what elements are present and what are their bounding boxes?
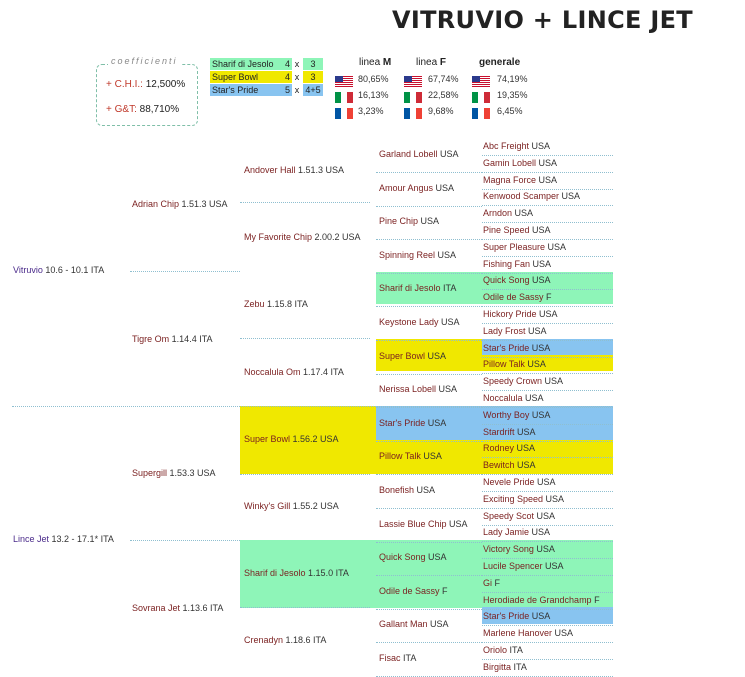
usa-flag-icon: [472, 74, 490, 85]
horse-record: ITA: [507, 645, 523, 655]
connector-line: [482, 289, 613, 290]
connector-line: [482, 659, 613, 660]
origin-percentage-g: 74,19%: [497, 74, 528, 84]
connector-line: [482, 407, 613, 408]
horse-record: 1.14.4 ITA: [169, 333, 213, 344]
pedigree-horse: [483, 460, 536, 470]
pedigree-horse: [132, 468, 216, 478]
pedigree-horse: [483, 259, 551, 269]
origin-percentage-m: 80,65%: [358, 74, 389, 84]
chi-value: 12,500%: [145, 79, 186, 90]
connector-line: [482, 306, 613, 307]
horse-name: Supergill: [132, 468, 168, 478]
inbreeding-sire-generation: 4: [284, 72, 290, 82]
horse-name: Pine Chip: [379, 216, 419, 227]
horse-record: USA: [529, 275, 551, 286]
horse-record: USA: [533, 544, 555, 555]
horse-name: Andover Hall: [244, 165, 296, 175]
pedigree-horse: [379, 149, 459, 159]
horse-record: USA: [514, 443, 536, 454]
horse-record: ITA: [440, 283, 457, 294]
origin-percentage-f: 9,68%: [428, 106, 454, 116]
horse-record: 1.53.3 USA: [167, 468, 216, 478]
pedigree-horse: [483, 343, 550, 353]
pedigree-horse: [379, 317, 460, 327]
connector-line: [482, 625, 613, 626]
horse-name: Zebu: [244, 299, 265, 310]
usa-flag-icon: [404, 74, 422, 85]
connector-line: [376, 575, 482, 576]
france-flag-icon: [472, 106, 490, 117]
horse-record: USA: [418, 216, 440, 227]
inbreeding-dam-generation: 3: [303, 58, 323, 70]
horse-record: USA: [425, 552, 447, 563]
horse-record: 1.51.3 USA: [179, 199, 228, 209]
connector-line: [240, 607, 370, 608]
pedigree-horse: [379, 216, 439, 226]
pedigree-horse: [483, 191, 580, 201]
horse-name: Lucile Spencer: [483, 561, 543, 571]
horse-record: USA: [545, 241, 567, 252]
connector-line: [482, 390, 613, 391]
italy-flag-icon: [472, 90, 490, 101]
horse-record: 1.15.8 ITA: [264, 299, 308, 310]
connector-line: [376, 407, 482, 408]
horse-name: Exciting Speed: [483, 493, 544, 504]
horse-record: USA: [446, 518, 468, 529]
horse-name: Star's Pride: [483, 342, 530, 353]
horse-name: Arndon: [483, 208, 513, 219]
horse-record: F: [439, 585, 448, 596]
horse-record: USA: [435, 249, 457, 260]
connector-line: [376, 441, 482, 442]
usa-flag-icon: [335, 74, 353, 85]
chi-label: + C.H.I.:: [106, 79, 143, 90]
horse-record: USA: [530, 258, 552, 269]
horse-name: Nevele Pride: [483, 477, 535, 487]
horse-record: USA: [536, 157, 558, 168]
connector-line: [482, 222, 613, 223]
column-header-linea-m: linea M: [359, 57, 392, 68]
horse-name: Lady Jamie: [483, 527, 530, 538]
horse-name: My Favorite Chip: [244, 232, 313, 243]
connector-line: [482, 340, 613, 341]
origin-percentage-m: 3,23%: [358, 106, 384, 116]
horse-record: USA: [536, 174, 558, 185]
horse-record: USA: [514, 460, 536, 471]
horse-name: Super Pleasure: [483, 241, 546, 252]
horse-name: Oriolo: [483, 645, 508, 655]
connector-line: [376, 239, 482, 240]
horse-record: ITA: [400, 653, 417, 663]
horse-record: USA: [529, 527, 551, 538]
pedigree-horse: [483, 175, 557, 185]
horse-record: 2.00.2 USA: [312, 232, 361, 243]
italy-flag-icon: [335, 90, 353, 101]
pedigree-horse: [483, 326, 547, 336]
connector-line: [482, 575, 613, 576]
pedigree-horse: [483, 376, 563, 386]
horse-name: Winky's Gill: [244, 501, 291, 511]
horse-name: Herodiade de Grandchamp: [483, 594, 592, 605]
horse-record: F: [492, 577, 500, 588]
pedigree-horse: [379, 418, 446, 428]
pedigree-horse: [132, 199, 228, 209]
horse-name: Birgitta: [483, 661, 512, 672]
horse-record: USA: [542, 561, 564, 571]
column-header-generale: generale: [479, 57, 521, 68]
chi-row: [106, 79, 185, 90]
horse-record: 10.6 - 10.1 ITA: [42, 265, 105, 275]
pedigree-horse: [483, 561, 564, 571]
connector-line: [376, 474, 482, 475]
pedigree-horse: [379, 451, 442, 461]
horse-name: Sovrana Jet: [132, 602, 181, 613]
horse-record: USA: [534, 477, 556, 487]
pedigree-horse: [483, 292, 552, 302]
france-flag-icon: [404, 106, 422, 117]
horse-name: Speedy Crown: [483, 376, 543, 387]
pedigree-horse: [13, 534, 114, 544]
horse-name: Lassie Blue Chip: [379, 518, 447, 529]
pedigree-horse: [483, 309, 558, 319]
pedigree-horse: [244, 501, 339, 511]
horse-record: USA: [437, 149, 459, 159]
pedigree-horse: [483, 359, 546, 369]
origin-percentage-m: 16,13%: [358, 90, 389, 100]
horse-record: USA: [514, 426, 536, 437]
horse-name: Worthy Boy: [483, 409, 530, 420]
connector-line: [130, 271, 240, 272]
horse-record: 1.51.3 USA: [295, 165, 345, 175]
pedigree-horse: [483, 225, 551, 235]
horse-record: 1.17.4 ITA: [300, 366, 344, 377]
horse-name: Super Bowl: [244, 433, 291, 444]
horse-name: Noccalula Om: [244, 366, 301, 377]
horse-record: F: [543, 292, 552, 303]
horse-name: Amour Angus: [379, 182, 434, 193]
horse-name: Bewitch: [483, 460, 515, 471]
france-flag-icon: [335, 106, 353, 117]
connector-line: [482, 525, 613, 526]
horse-name: Adrian Chip: [132, 199, 180, 209]
horse-name: Rodney: [483, 443, 515, 454]
horse-name: Quick Song: [483, 275, 530, 286]
horse-record: 1.56.2 USA: [290, 433, 339, 444]
inbreeding-dam-generation: 3: [303, 71, 323, 83]
horse-name: Odile de Sassy: [379, 585, 440, 596]
connector-line: [376, 206, 482, 207]
inbreeding-separator: x: [294, 72, 300, 82]
pedigree-horse: [483, 494, 564, 504]
horse-record: USA: [536, 309, 558, 319]
connector-line: [376, 508, 482, 509]
pedigree-horse: [379, 619, 449, 629]
horse-record: 1.55.2 USA: [290, 501, 339, 511]
connector-line: [376, 374, 482, 375]
connector-line: [240, 474, 370, 475]
horse-name: Vitruvio: [13, 265, 43, 275]
horse-name: Star's Pride: [379, 417, 426, 428]
horse-name: Spinning Reel: [379, 249, 436, 260]
connector-line: [482, 256, 613, 257]
column-header-linea-f: linea F: [416, 57, 447, 68]
horse-record: USA: [524, 359, 546, 370]
horse-name: Odile de Sassy: [483, 292, 544, 303]
horse-name: Hickory Pride: [483, 309, 537, 319]
coefficients-box: [96, 64, 198, 126]
pedigree-horse: [483, 578, 500, 588]
horse-record: 13.2 - 17.1* ITA: [49, 534, 114, 544]
connector-line: [482, 592, 613, 593]
connector-line: [482, 189, 613, 190]
horse-name: Sharif di Jesolo: [244, 568, 306, 579]
pedigree-horse: [379, 384, 457, 394]
horse-record: USA: [529, 611, 551, 622]
inbreeding-separator: x: [294, 85, 300, 95]
connector-line: [482, 424, 613, 425]
horse-record: USA: [543, 493, 565, 504]
horse-name: Tigre Om: [132, 333, 170, 344]
pedigree-horse: [244, 165, 344, 175]
horse-record: USA: [542, 376, 564, 387]
horse-record: USA: [425, 417, 447, 428]
pedigree-horse: [132, 603, 223, 613]
pedigree-horse: [379, 653, 416, 663]
connector-line: [482, 441, 613, 442]
connector-line: [482, 558, 613, 559]
connector-line: [376, 306, 482, 307]
coefficients-label: coefficienti: [108, 56, 181, 66]
horse-name: Lady Frost: [483, 325, 526, 336]
inbreeding-horse-name: Sharif di Jesolo: [210, 58, 283, 70]
horse-record: USA: [436, 384, 458, 395]
connector-line: [376, 609, 482, 610]
inbreeding-dam-generation: 4+5: [303, 84, 323, 96]
pedigree-horse: [379, 351, 446, 361]
horse-record: USA: [529, 225, 551, 235]
pedigree-horse: [483, 611, 550, 621]
connector-line: [482, 273, 613, 274]
connector-line: [376, 542, 482, 543]
pedigree-horse: [244, 367, 344, 377]
pedigree-horse: [483, 595, 600, 605]
connector-line: [376, 340, 482, 341]
horse-name: Crenadyn: [244, 635, 284, 646]
connector-line: [482, 323, 613, 324]
horse-name: Speedy Scot: [483, 510, 535, 521]
pedigree-horse: [483, 645, 523, 655]
horse-record: 1.15.0 ITA: [305, 568, 349, 579]
connector-line: [482, 155, 613, 156]
connector-line: [482, 457, 613, 458]
connector-line: [482, 357, 613, 358]
connector-line: [482, 172, 613, 173]
origin-percentage-f: 67,74%: [428, 74, 459, 84]
horse-record: USA: [438, 317, 460, 327]
horse-record: 1.18.6 ITA: [283, 635, 327, 646]
pedigree-horse: [483, 511, 555, 521]
pedigree-horse: [483, 628, 573, 638]
pedigree-horse: [483, 410, 550, 420]
gt-value: 88,710%: [139, 104, 180, 115]
pedigree-horse: [244, 568, 349, 578]
inbreeding-sire-generation: 4: [284, 59, 290, 69]
horse-name: Super Bowl: [379, 350, 426, 361]
connector-line: [482, 609, 613, 610]
pedigree-horse: [379, 283, 456, 293]
horse-record: USA: [529, 141, 551, 151]
pedigree-horse: [483, 393, 544, 403]
pedigree-horse: [244, 299, 308, 309]
horse-name: Sharif di Jesolo: [379, 283, 441, 294]
origin-percentage-g: 19,35%: [497, 90, 528, 100]
horse-record: 1.13.6 ITA: [180, 602, 224, 613]
horse-record: ITA: [511, 661, 527, 672]
pedigree-horse: [244, 232, 361, 242]
horse-name: Pillow Talk: [379, 451, 421, 462]
pedigree-horse: [483, 275, 551, 285]
horse-record: USA: [525, 325, 547, 336]
horse-name: Garland Lobell: [379, 149, 438, 159]
horse-record: USA: [534, 510, 556, 521]
horse-name: Kenwood Scamper: [483, 191, 560, 202]
origin-percentage-g: 6,45%: [497, 106, 523, 116]
horse-record: USA: [529, 342, 551, 353]
horse-name: Star's Pride: [483, 611, 530, 622]
pedigree-horse: [132, 334, 213, 344]
horse-record: USA: [522, 393, 544, 403]
horse-name: Stardrift: [483, 426, 515, 437]
italy-flag-icon: [404, 90, 422, 101]
connector-line: [482, 239, 613, 240]
pedigree-horse: [483, 443, 535, 453]
pedigree-horse: [379, 485, 435, 495]
horse-name: Bonefish: [379, 485, 415, 495]
pedigree-horse: [379, 586, 448, 596]
pedigree-horse: [244, 635, 326, 645]
pedigree-horse: [483, 158, 557, 168]
horse-name: Fisac: [379, 653, 401, 663]
inbreeding-horse-name: Super Bowl: [210, 71, 283, 83]
horse-name: Abc Freight: [483, 141, 530, 151]
connector-line: [482, 491, 613, 492]
horse-name: Pine Speed: [483, 225, 530, 235]
connector-line: [376, 273, 482, 274]
inbreeding-sire-generation: 5: [284, 85, 290, 95]
connector-line: [482, 541, 613, 542]
pedigree-horse: [483, 477, 556, 487]
inbreeding-separator: x: [294, 59, 300, 69]
horse-name: Gamin Lobell: [483, 157, 537, 168]
horse-name: Lince Jet: [13, 534, 50, 544]
horse-name: Quick Song: [379, 552, 426, 563]
connector-line: [482, 474, 613, 475]
horse-name: Magna Force: [483, 174, 537, 185]
horse-name: Marlene Hanover: [483, 628, 553, 639]
horse-record: USA: [427, 619, 449, 630]
horse-name: Gi: [483, 577, 492, 588]
horse-name: Victory Song: [483, 544, 534, 555]
pedigree-horse: [379, 250, 456, 260]
horse-record: USA: [414, 485, 436, 495]
pedigree-horse: [244, 434, 339, 444]
pedigree-horse: [483, 141, 550, 151]
horse-record: USA: [559, 191, 581, 202]
gt-row: [106, 104, 179, 115]
connector-line: [482, 508, 613, 509]
page-title: VITRUVIO + LINCE JET: [392, 6, 693, 34]
horse-record: USA: [420, 451, 442, 462]
pedigree-horse: [13, 265, 104, 275]
horse-record: USA: [552, 628, 574, 639]
pedigree-horse: [483, 544, 555, 554]
horse-name: Fishing Fan: [483, 258, 531, 269]
horse-name: Nerissa Lobell: [379, 384, 437, 395]
connector-line: [376, 172, 482, 173]
pedigree-horse: [379, 183, 454, 193]
pedigree-horse: [483, 427, 536, 437]
pedigree-horse: [483, 662, 527, 672]
pedigree-horse: [379, 519, 468, 529]
horse-name: Noccalula: [483, 393, 523, 403]
gt-label: + G&T:: [106, 104, 137, 115]
pedigree-horse: [483, 242, 566, 252]
horse-record: USA: [433, 182, 455, 193]
horse-record: F: [591, 594, 600, 605]
horse-record: USA: [529, 409, 551, 420]
inbreeding-horse-name: Star's Pride: [210, 84, 283, 96]
horse-name: Keystone Lady: [379, 317, 439, 327]
connector-line: [482, 642, 613, 643]
connector-line: [240, 202, 370, 203]
origin-percentage-f: 22,58%: [428, 90, 459, 100]
pedigree-horse: [483, 208, 533, 218]
connector-line: [240, 338, 370, 339]
connector-line: [482, 373, 613, 374]
horse-name: Gallant Man: [379, 619, 428, 630]
connector-line: [376, 642, 482, 643]
pedigree-horse: [483, 527, 550, 537]
connector-line: [130, 540, 240, 541]
pedigree-horse: [379, 552, 447, 562]
connector-line: [482, 205, 613, 206]
horse-record: USA: [425, 350, 447, 361]
horse-record: USA: [512, 208, 534, 219]
horse-name: Pillow Talk: [483, 359, 525, 370]
